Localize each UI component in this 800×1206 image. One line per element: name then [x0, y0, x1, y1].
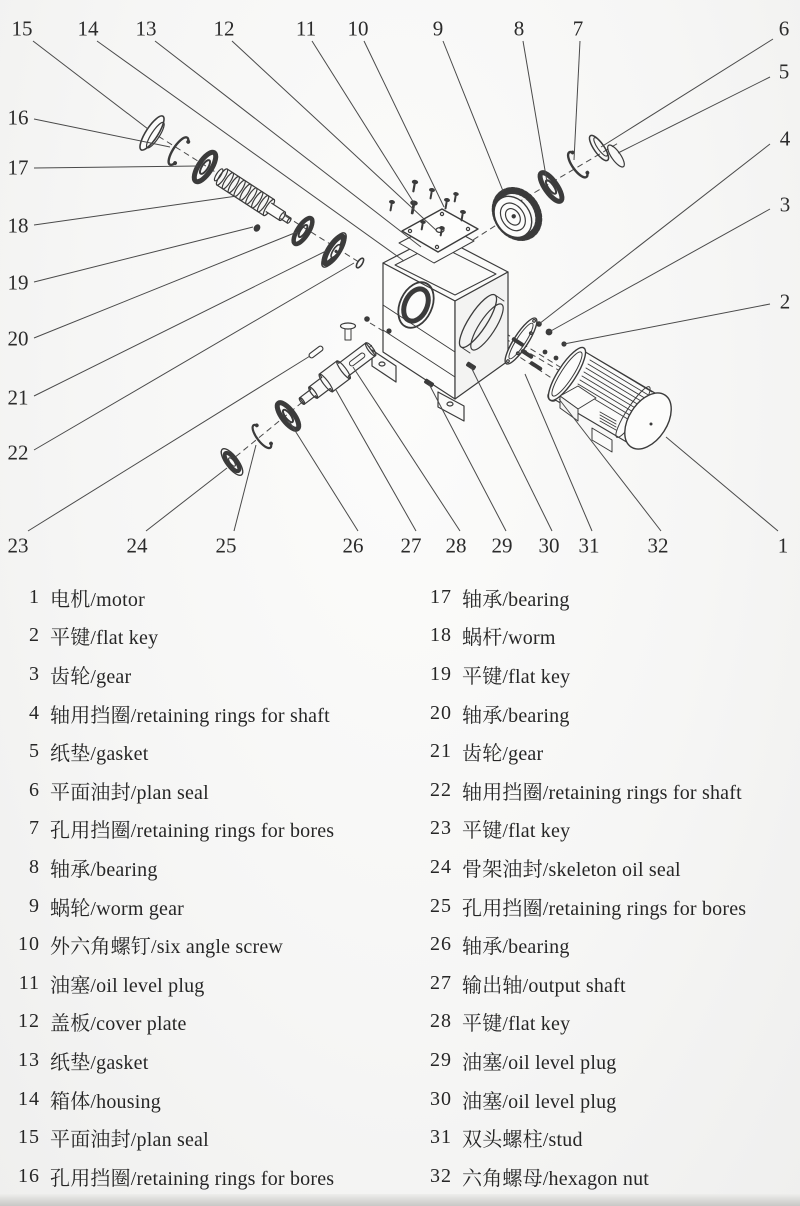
- parts-list: [0, 578, 800, 1196]
- callout-number-8: 8: [513, 16, 525, 41]
- leader-line-21: [34, 251, 326, 396]
- part-number: 28: [430, 1010, 452, 1033]
- part-label: 双头螺柱/stud: [462, 1129, 583, 1152]
- callout-number-17: 17: [7, 155, 29, 180]
- part-number: 16: [18, 1164, 40, 1187]
- callout-number-27: 27: [400, 533, 422, 558]
- parts-list-item: [10, 810, 408, 849]
- leader-line-25: [234, 445, 256, 531]
- page-bottom-edge: [0, 1194, 800, 1206]
- parts-list-item: [10, 1157, 408, 1196]
- part-number: 2: [29, 624, 40, 647]
- retaining-ring-22: [355, 257, 365, 269]
- part-number: 1: [29, 585, 40, 608]
- part-label: 六角螺母/hexagon nut: [462, 1167, 650, 1190]
- callout-number-11: 11: [295, 16, 317, 41]
- bearing-20: [290, 215, 316, 246]
- part-label: 平键/flat key: [50, 627, 159, 650]
- part-number: 23: [430, 817, 452, 840]
- parts-list-right-column: [408, 578, 800, 1196]
- part-label: 平键/flat key: [462, 665, 571, 688]
- callout-number-22: 22: [7, 440, 29, 465]
- callout-number-25: 25: [215, 533, 237, 558]
- part-label: 平面油封/plan seal: [50, 1129, 209, 1152]
- part-number: 32: [430, 1164, 452, 1187]
- callout-number-30: 30: [538, 533, 560, 558]
- parts-list-item: [422, 655, 800, 694]
- part-number: 3: [29, 662, 40, 685]
- parts-list-item: [422, 848, 800, 887]
- callout-number-6: 6: [778, 16, 790, 41]
- parts-list-item: [422, 617, 800, 656]
- part-number: 31: [430, 1126, 452, 1149]
- retaining-ring-16: [165, 135, 191, 168]
- exploded-view-diagram: [0, 0, 800, 570]
- leader-line-7: [574, 41, 580, 160]
- part-label: 油塞/oil level plug: [50, 974, 205, 997]
- part-number: 25: [430, 894, 452, 917]
- callout-number-10: 10: [347, 16, 369, 41]
- parts-list-item: [10, 887, 408, 926]
- part-number: 30: [430, 1087, 452, 1110]
- callout-number-15: 15: [11, 16, 33, 41]
- callout-number-5: 5: [778, 59, 790, 84]
- flat-key-19: [253, 224, 261, 233]
- leader-line-27: [336, 390, 416, 531]
- part-label: 轴承/bearing: [50, 858, 158, 881]
- output-shaft-27: [294, 339, 379, 411]
- callout-number-31: 31: [578, 533, 600, 558]
- leader-line-1: [666, 437, 778, 531]
- parts-list-item: [422, 578, 800, 617]
- parts-list-item: [10, 1080, 408, 1119]
- part-number: 27: [430, 971, 452, 994]
- part-number: 26: [430, 933, 452, 956]
- part-label: 孔用挡圈/retaining rings for bores: [50, 1167, 335, 1190]
- part-number: 12: [18, 1010, 40, 1033]
- part-label: 纸垫/gasket: [50, 743, 149, 766]
- part-number: 18: [430, 624, 452, 647]
- callout-number-12: 12: [213, 16, 235, 41]
- callout-number-4: 4: [779, 126, 791, 151]
- part-label: 箱体/housing: [50, 1090, 161, 1113]
- leader-line-29: [429, 384, 506, 531]
- leader-line-30: [471, 367, 552, 531]
- callout-number-24: 24: [126, 533, 148, 558]
- part-label: 轴承/bearing: [462, 936, 570, 959]
- part-number: 20: [430, 701, 452, 724]
- part-label: 油塞/oil level plug: [462, 1051, 617, 1074]
- leader-line-19: [34, 227, 253, 282]
- leader-line-8: [523, 41, 547, 182]
- part-label: 纸垫/gasket: [50, 1051, 149, 1074]
- retaining-ring-25: [249, 423, 273, 451]
- callout-number-7: 7: [572, 16, 584, 41]
- motor-1: [543, 343, 681, 457]
- parts-list-item: [10, 1041, 408, 1080]
- callout-number-26: 26: [342, 533, 364, 558]
- callout-number-16: 16: [7, 105, 29, 130]
- retaining-ring-7: [565, 150, 590, 180]
- parts-list-item: [10, 617, 408, 656]
- part-label: 平面油封/plan seal: [50, 781, 209, 804]
- plan-seal-15: [136, 113, 170, 154]
- part-label: 轴承/bearing: [462, 588, 570, 611]
- leader-line-3: [549, 209, 770, 332]
- leader-line-2: [564, 304, 770, 344]
- part-label: 平键/flat key: [462, 1013, 571, 1036]
- part-number: 24: [430, 855, 452, 878]
- part-number: 4: [29, 701, 40, 724]
- leader-line-4: [539, 144, 770, 324]
- part-label: 轴承/bearing: [462, 704, 570, 727]
- part-label: 孔用挡圈/retaining rings for bores: [50, 820, 335, 843]
- gear-21: [318, 230, 351, 271]
- vertical-plug: [341, 323, 356, 340]
- parts-list-item: [10, 925, 408, 964]
- leader-line-24: [146, 468, 227, 531]
- part-number: 5: [29, 740, 40, 763]
- callout-number-13: 13: [135, 16, 157, 41]
- leader-line-10: [364, 41, 444, 207]
- part-label: 电机/motor: [50, 588, 145, 611]
- callout-number-2: 2: [779, 289, 791, 314]
- parts-list-item: [10, 578, 408, 617]
- part-label: 骨架油封/skeleton oil seal: [462, 858, 681, 881]
- leader-line-9: [443, 41, 503, 191]
- parts-list-item: [422, 732, 800, 771]
- parts-list-item: [10, 964, 408, 1003]
- part-label: 齿轮/gear: [50, 665, 132, 688]
- part-label: 轴用挡圈/retaining rings for shaft: [462, 781, 742, 804]
- parts-list-item: [422, 925, 800, 964]
- parts-list-left-column: [0, 578, 408, 1196]
- parts-list-item: [10, 848, 408, 887]
- parts-list-item: [422, 1041, 800, 1080]
- part-label: 蜗轮/worm gear: [50, 897, 185, 920]
- parts-list-item: [422, 1080, 800, 1119]
- part-number: 6: [29, 778, 40, 801]
- callout-number-32: 32: [647, 533, 669, 558]
- callout-number-9: 9: [432, 16, 444, 41]
- parts-list-item: [10, 771, 408, 810]
- part-number: 8: [29, 855, 40, 878]
- part-number: 22: [430, 778, 452, 801]
- skeleton-oil-seal-24: [218, 446, 247, 479]
- parts-list-item: [422, 810, 800, 849]
- part-number: 11: [18, 971, 40, 994]
- part-label: 孔用挡圈/retaining rings for bores: [462, 897, 747, 920]
- parts-list-item: [422, 1003, 800, 1042]
- part-number: 14: [18, 1087, 40, 1110]
- parts-list-item: [422, 1157, 800, 1196]
- part-number: 15: [18, 1126, 40, 1149]
- leader-line-22: [34, 263, 354, 450]
- flat-key-23: [308, 345, 324, 359]
- callout-number-3: 3: [779, 192, 791, 217]
- part-number: 21: [430, 740, 452, 763]
- callout-number-21: 21: [7, 385, 29, 410]
- part-label: 平键/flat key: [462, 820, 571, 843]
- leader-line-26: [289, 421, 358, 531]
- part-number: 9: [29, 894, 40, 917]
- callout-number-19: 19: [7, 270, 29, 295]
- bearing-8: [536, 170, 565, 205]
- worm-gear-9: [485, 182, 548, 247]
- part-label: 输出轴/output shaft: [462, 974, 626, 997]
- parts-list-item: [422, 964, 800, 1003]
- callout-number-29: 29: [491, 533, 513, 558]
- leader-line-6: [601, 39, 773, 147]
- parts-list-item: [422, 887, 800, 926]
- callout-number-1: 1: [777, 533, 789, 558]
- callout-number-28: 28: [445, 533, 467, 558]
- part-number: 19: [430, 662, 452, 685]
- callout-number-23: 23: [7, 533, 29, 558]
- callout-number-18: 18: [7, 213, 29, 238]
- leader-line-18: [34, 196, 237, 225]
- parts-list-item: [10, 655, 408, 694]
- parts-list-item: [10, 732, 408, 771]
- part-number: 13: [18, 1048, 40, 1071]
- parts-list-item: [10, 694, 408, 733]
- parts-list-item: [422, 771, 800, 810]
- part-number: 17: [430, 585, 452, 608]
- parts-list-item: [422, 694, 800, 733]
- part-number: 10: [18, 933, 40, 956]
- bearing-26: [274, 400, 303, 433]
- part-label: 蜗杆/worm: [462, 627, 556, 650]
- callout-number-20: 20: [7, 326, 29, 351]
- part-number: 7: [29, 817, 40, 840]
- leader-line-17: [34, 166, 198, 168]
- part-number: 29: [430, 1048, 452, 1071]
- parts-list-item: [10, 1118, 408, 1157]
- parts-list-item: [422, 1118, 800, 1157]
- part-label: 油塞/oil level plug: [462, 1090, 617, 1113]
- part-label: 齿轮/gear: [462, 743, 544, 766]
- part-label: 轴用挡圈/retaining rings for shaft: [50, 704, 330, 727]
- callout-number-14: 14: [77, 16, 99, 41]
- leader-line-11: [312, 41, 414, 203]
- parts-list-item: [10, 1003, 408, 1042]
- leader-line-15: [33, 41, 148, 129]
- leader-line-23: [28, 356, 310, 531]
- housing-14: [372, 235, 508, 421]
- part-label: 盖板/cover plate: [50, 1013, 187, 1036]
- part-label: 外六角螺钉/six angle screw: [50, 936, 284, 959]
